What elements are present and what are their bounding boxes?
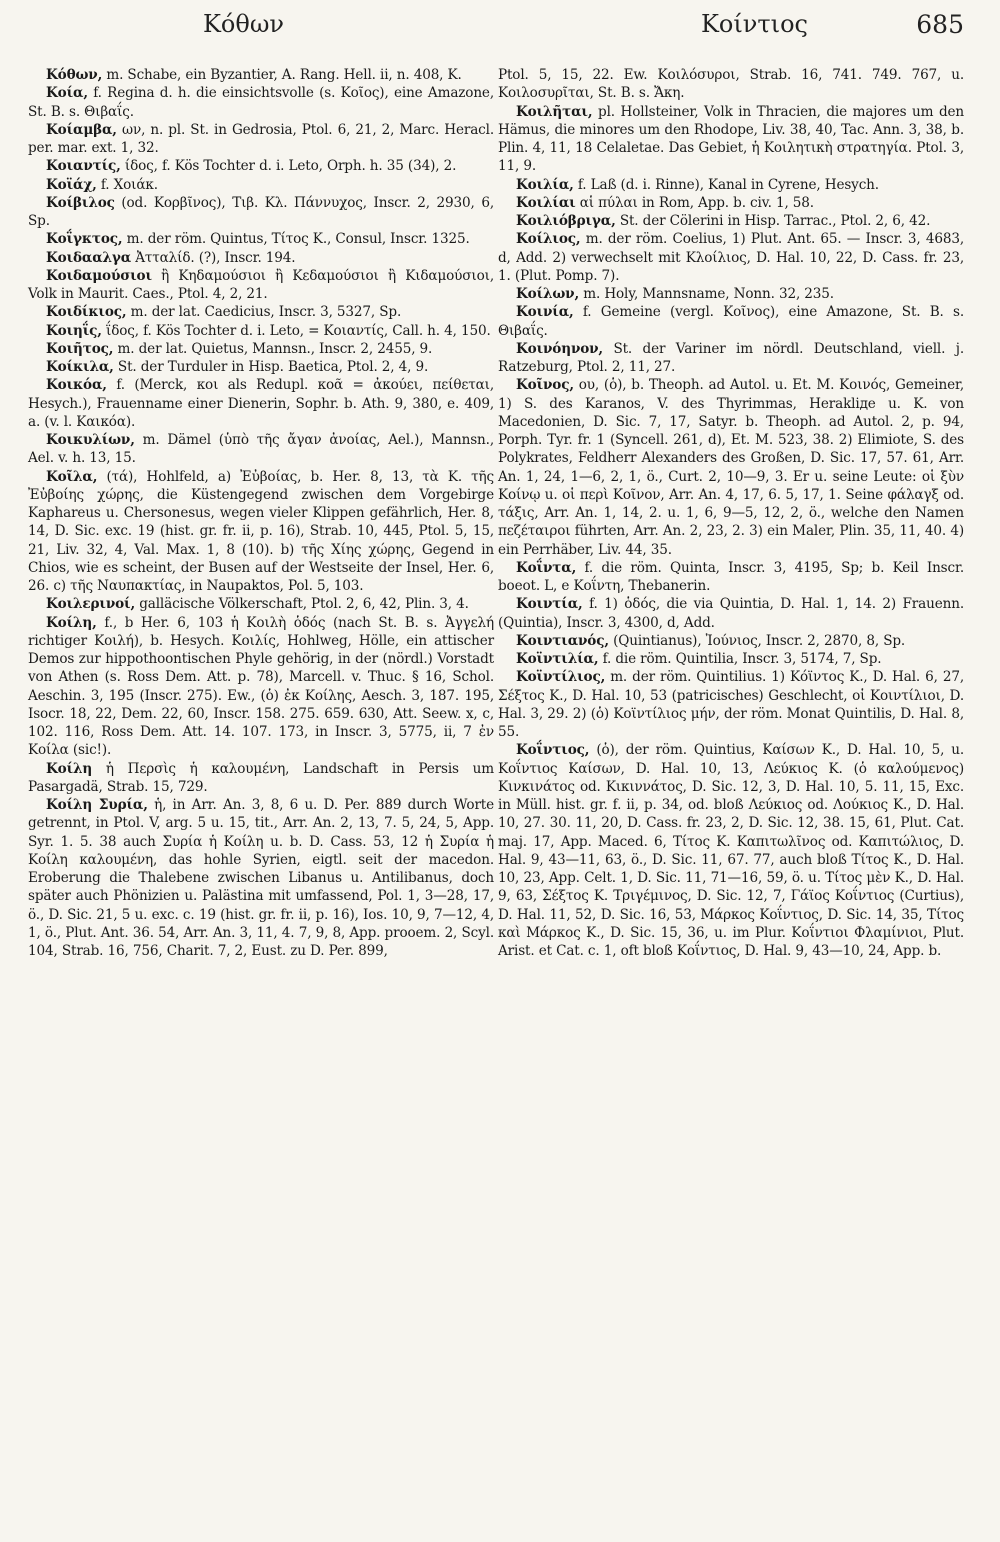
- entry-headword: Κοίλιος,: [516, 231, 581, 248]
- dictionary-entry: [498, 194, 964, 212]
- entry-text: αἱ πύλαι in Rom, App. b. civ. 1, 58.: [575, 194, 814, 211]
- dictionary-entry: [28, 230, 494, 248]
- page-header: [28, 6, 964, 56]
- dictionary-entry: [498, 376, 964, 559]
- right-running-head: Κοίντιος: [701, 10, 808, 38]
- right-column: [498, 66, 964, 960]
- entry-headword: Κόθων,: [46, 67, 103, 83]
- dictionary-entry: [28, 157, 494, 175]
- entry-text: ων, n. pl. St. in Gedrosia, Ptol. 6, 21, 2, Marc. Heracl. per. mar. ext. 1, 32.: [28, 121, 494, 156]
- entry-text: m. der lat. Quietus, Mannsn., Inscr. 2, 2455, 9.: [113, 340, 433, 357]
- dictionary-entry: [498, 176, 964, 194]
- entry-headword: Κοιλερινοί,: [46, 596, 136, 613]
- entry-headword: Κοιλία,: [516, 176, 574, 193]
- entry-headword: Κοίλων,: [516, 286, 580, 302]
- dictionary-entry: [498, 668, 964, 741]
- entry-headword: Κοΐγκτος,: [46, 231, 123, 248]
- entry-headword: Κοιδίκιος,: [46, 304, 127, 321]
- dictionary-entry: [28, 595, 494, 613]
- dictionary-entry: [28, 431, 494, 468]
- dictionary-entry: [28, 66, 494, 84]
- dictionary-entry: [498, 340, 964, 377]
- entry-headword: Κοικυλίων,: [46, 432, 135, 448]
- dictionary-entry: [28, 614, 494, 760]
- dictionary-entry: [28, 303, 494, 321]
- entry-text: Ἀτταλίδ. (?), Inscr. 194.: [131, 249, 296, 266]
- dictionary-entry: [28, 796, 494, 960]
- left-running-head: Κόθων: [203, 10, 284, 38]
- page-number: 685: [916, 10, 964, 39]
- entry-text: m. Holy, Mannsname, Nonn. 32, 235.: [579, 286, 834, 302]
- entry-headword: Κοιῆτος,: [46, 340, 114, 357]
- entry-text: f. (Merck, κοι als Redupl. κοᾶ = ἀκούει, πείθεται, Hesych.), Frauenname einer Dienerin, Sophr. b. Ath. 9, 380, e. 409, a. (v. l. Καικόα).: [28, 377, 494, 430]
- entry-headword: Κοινόηνον,: [516, 340, 604, 357]
- entry-headword: Κοίλη Συρία,: [46, 797, 148, 813]
- dictionary-entry: [28, 358, 494, 376]
- entry-text: f. Regina d. h. die einsichtsvolle (s. Κοῖος), eine Amazone, St. B. s. Θιβαΐς.: [28, 85, 494, 120]
- dictionary-entry: [498, 741, 964, 960]
- entry-text: (ὁ), der röm. Quintius, Καίσων Κ., D. Hal. 10, 5, u. Κοΐντιος Καίσων, D. Hal. 10, 13, Λεύκιος Κ. (ὁ καλούμενος) Κινκινάτος od. Κικιννάτος, D. Sic. 12, 3, D. Hal. 10, 5. 11, 15, Exc. in Müll. hist. gr. f. ii, p. 34, od. bloß Λεύκιος od. Λούκιος Κ., D. Hal. 10, 27. 30. 11, 20, D. Cass. fr. 23, 2, D. Sic. 12, 38. 15, 61, Plut. Cat. maj. 17, App. Maced. 6, Τίτος Κ. Καπιτωλῖνος od. Καπιτώλιος, D. Hal. 9, 43—11, 63, ö., D. Sic. 11, 67. 77, auch bloß Τίτος Κ., D. Hal. 10, 23, App. Celt. 1, D. Sic. 11, 71—16, 59, ö. u. Τίτος μὲν Κ., D. Hal. 9, 63, Σέξτος Κ. Τριγέμινος, D. Sic. 12, 7, Γάϊος Κοΐντιος (Curtius), D. Hal. 11, 52, D. Sic. 16, 53, Μάρκος Κοΐντιος, D. Sic. 14, 35, Τίτος καὶ Μάρκος Κ., D. Sic. 15, 36, u. im Plur. Κοΐντιοι Φλαμίνιοι, Plut. Arist. et Cat. c. 1, oft bloß Κοΐντιος, D. Hal. 9, 43—10, 24, App. b.: [498, 742, 964, 959]
- entry-headword: Κοιδααλγα: [46, 249, 132, 266]
- dictionary-entry: [28, 176, 494, 194]
- entry-text: (od. Κορβῖνος), Τιβ. Κλ. Πάννυχος, Inscr. 2, 2930, 6, Sp.: [28, 194, 494, 229]
- dictionary-entry: [28, 340, 494, 358]
- entry-text: f., b Her. 6, 103 ἡ Κοιλὴ ὁδός (nach St. B. s. Ἀγγελή richtiger Κοιλή), b. Hesych. Κοιλίς, Hohlweg, Hölle, ein attischer Demos zur hippothoontischen Phyle gehörig, in der (nördl.) Vorstadt von Athen (s. Ross Dem. Att. p. 78), Marcell. v. Thuc. § 16, Schol. Aeschin. 3, 195 (Inscr. 275). Ew., (ὁ) ἐκ Κοίλης, Aesch. 3, 187. 195, Isocr. 18, 22, Dem. 22, 60, Inscr. 158. 275. 659. 630, Att. Seew. x, c, 102. 116, Ross Dem. Att. 14. 107. 173, in Inscr. 3, 5775, ii, 7 ἐν Κοίλα (sic!).: [28, 614, 494, 759]
- entry-headword: Κοιδαμούσιοι: [46, 267, 152, 284]
- entry-headword: Κοϊάχ,: [46, 176, 97, 193]
- dictionary-entry: [28, 376, 494, 431]
- entry-headword: Κοίκιλα,: [46, 359, 114, 375]
- entry-text: ΐδος, f. Kös Tochter d. i. Leto, = Κοιαντίς, Call. h. 4, 150.: [101, 322, 491, 339]
- entry-headword: Κοιλίαι: [516, 194, 576, 211]
- text-columns: [28, 66, 964, 960]
- entry-headword: Κοΐντιος,: [516, 742, 590, 759]
- dictionary-entry: [498, 212, 964, 230]
- entry-text: f. die röm. Quinta, Inscr. 3, 4195, Sp; b. Keil Inscr. boeot. L, e Κοΐντη, Thebanerin.: [498, 559, 964, 594]
- entry-headword: Κοϊντίλιος,: [516, 669, 606, 686]
- dictionary-entry: [498, 285, 964, 303]
- dictionary-entry: [498, 632, 964, 650]
- dictionary-entry: [498, 103, 964, 176]
- entry-text: f. Laß (d. i. Rinne), Kanal in Cyrene, Hesych.: [573, 176, 879, 193]
- entry-headword: Κοία,: [46, 85, 88, 102]
- left-column: [28, 66, 494, 960]
- entry-headword: Κοῖνος,: [516, 377, 574, 394]
- entry-text: St. der Cölerini in Hisp. Tarrac., Ptol. 2, 6, 42.: [615, 213, 931, 229]
- entry-headword: Κοιλῆται,: [516, 103, 593, 120]
- entry-text: f. 1) ὁδός, die via Quintia, D. Hal. 1, 14. 2) Frauenn. (Quintia), Inscr. 3, 4300, d, Add.: [498, 596, 964, 631]
- entry-text: ἡ Περσὶς ἡ καλουμένη, Landschaft in Persis um Pasargadä, Strab. 15, 729.: [28, 760, 494, 795]
- entry-headword: Κοίλη: [46, 760, 93, 777]
- entry-headword: Κοΐντα,: [516, 559, 577, 576]
- dictionary-entry: [28, 267, 494, 304]
- dictionary-entry: [28, 760, 494, 797]
- entry-text: St. der Variner im nördl. Deutschland, viell. j. Ratzeburg, Ptol. 2, 11, 27.: [498, 340, 964, 375]
- dictionary-entry: [498, 559, 964, 596]
- entry-text: m. Dämel (ὑπὸ τῆς ἄγαν ἀνοίας, Ael.), Mannsn., Ael. v. h. 13, 15.: [28, 432, 494, 467]
- entry-text: ἡ, in Arr. An. 3, 8, 6 u. D. Per. 889 durch Worte getrennt, in Ptol. V, arg. 5 u. 15, tit., Arr. An. 2, 13, 7. 5, 24, 5, App. Syr. 1. 5. 38 auch Συρία ἡ Κοίλη u. b. D. Cass. 53, 12 ἡ Συρία ἡ Κοίλη καλουμένη, das hohle Syrien, eigtl. seit der macedon. Eroberung die Thalebene zwischen Libanus u. Antilibanus, doch später auch Phönizien u. Palästina mit umfassend, Pol. 1, 3—28, 17, ö., D. Sic. 21, 5 u. exc. c. 19 (hist. gr. fr. ii, p. 16), Ios. 10, 9, 7—12, 4, 1, ö., Plut. Ant. 36. 54, Arr. An. 3, 11, 4. 7, 9, 8, App. prooem. 2, Scyl. 104, Strab. 16, 756, Charit. 7, 2, Eust. zu D. Per. 899,: [28, 797, 494, 959]
- entry-text: St. der Turduler in Hisp. Baetica, Ptol. 2, 4, 9.: [113, 359, 429, 375]
- entry-text: f. Gemeine (vergl. Κοῖνος), eine Amazone, St. B. s. Θιβαΐς.: [498, 304, 964, 339]
- dictionary-entry: [498, 650, 964, 668]
- entry-text: ίδος, f. Kös Tochter d. i. Leto, Orph. h. 35 (34), 2.: [120, 158, 457, 175]
- entry-headword: Κοιντιανός,: [516, 632, 609, 649]
- entry-headword: Κοινία,: [516, 304, 574, 321]
- entry-headword: Κοιλιόβριγα,: [516, 213, 616, 229]
- entry-text: m. der röm. Coelius, 1) Plut. Ant. 65. — Inscr. 3, 4683, d, Add. 2) verwechselt mit Κλοίλιος, D. Hal. 10, 22, D. Cass. fr. 23, 1. (Plut. Pomp. 7).: [498, 231, 964, 284]
- entry-text: (Quintianus), Ἰούνιος, Inscr. 2, 2870, 8, Sp.: [608, 632, 906, 649]
- entry-text: Ptol. 5, 15, 22. Ew. Κοιλόσυροι, Strab. 16, 741. 749. 767, u. Κοιλοσυρῖται, St. B. s. Ἄκη.: [498, 67, 964, 102]
- dictionary-entry: [498, 230, 964, 285]
- entry-headword: Κοίβιλος: [46, 194, 115, 211]
- dictionary-entry: [28, 194, 494, 231]
- entry-headword: Κοίλη,: [46, 614, 97, 631]
- entry-headword: Κοικόα,: [46, 377, 107, 394]
- entry-text: ἢ Κηδαμούσιοι ἢ Κεδαμούσιοι ἢ Κιδαμούσιοι, Volk in Maurit. Caes., Ptol. 4, 2, 21.: [28, 267, 494, 302]
- entry-text: m. der lat. Caedicius, Inscr. 3, 5327, Sp.: [126, 304, 402, 321]
- entry-headword: Κοϊντιλία,: [516, 651, 599, 667]
- dictionary-entry: [28, 249, 494, 267]
- dictionary-entry: [28, 468, 494, 596]
- entry-text: m. der röm. Quintus, Τίτος Κ., Consul, Inscr. 1325.: [122, 231, 470, 248]
- entry-text: m. Schabe, ein Byzantier, A. Rang. Hell. ii, n. 408, K.: [102, 67, 462, 83]
- entry-text: m. der röm. Quintilius. 1) Κόϊντος Κ., D. Hal. 6, 27, Σέξτος Κ., D. Hal. 10, 53 (patricisches) Geschlecht, οἱ Κοιντίλιοι, D. Hal. 3, 29. 2) (ὁ) Κοϊντίλιος μήν, der röm. Monat Quintilis, D. Hal. 8, 55.: [498, 669, 964, 740]
- dictionary-entry: [498, 303, 964, 340]
- entry-text: f. die röm. Quintilia, Inscr. 3, 5174, 7, Sp.: [598, 651, 882, 667]
- entry-headword: Κοίαμβα,: [46, 121, 117, 138]
- entry-text: (τά), Hohlfeld, a) Ἐὐβοίας, b. Her. 8, 13, τὰ Κ. τῆς Ἐὐβοίης χώρης, die Küstengegend zwischen dem Vorgebirge Kaphareus u. Chersonesus, wegen vieler Klippen gefährlich, Her. 8, 14, D. Sic. exc. 19 (hist. gr. fr. ii, p. 16), Strab. 10, 445, Ptol. 5, 15, 21, Liv. 32, 4, Val. Max. 1, 8 (10). b) τῆς Χίης χώρης, Gegend in Chios, wie es scheint, der Busen auf der Westseite der Insel, Her. 6, 26. c) τῆς Ναυπακτίας, in Naupaktos, Pol. 5, 103.: [28, 468, 494, 594]
- dictionary-entry: [28, 322, 494, 340]
- entry-headword: Κοιντία,: [516, 596, 583, 613]
- dictionary-entry: [498, 66, 964, 103]
- entry-text: f. Χοιάκ.: [96, 176, 158, 193]
- entry-text: ου, (ὁ), b. Theoph. ad Autol. u. Et. M. Κοινός, Gemeiner, 1) S. des Karanos, V. des Thyrimmas, Herakliде u. K. von Macedonien, D. Sic. 7, 17, Satyr. b. Theoph. ad Autol. 2, p. 94, Porph. Tyr. fr. 1 (Syncell. 261, d), Et. M. 523, 38. 2) Elimiote, S. des Polykrates, Feldherr Alexanders des Großen, D. Sic. 17, 57. 61, Arr. An. 1, 24, 1—6, 2, 1, ö., Curt. 2, 10—9, 3. Er u. seine Leute: οἱ ξὺν Κοίνῳ u. οἱ περὶ Κοῖνον, Arr. An. 4, 17, 6. 5, 17, 1. Seine φάλαγξ od. τάξις, Arr. An. 1, 14, 2. u. 1, 6, 9—5, 12, 2, ö., welche den Namen πεζέταιροι führten, Arr. An. 2, 23, 2. 3) ein Maler, Plin. 35, 11, 40. 4) ein Perrhäber, Liv. 44, 35.: [498, 377, 964, 558]
- entry-text: pl. Hollsteiner, Volk in Thracien, die majores um den Hämus, die minores um den Rhodope, Liv. 38, 40, Tac. Ann. 3, 38, b. Plin. 4, 11, 18 Celaletae. Das Gebiet, ἡ Κοιλητικὴ στρατηγία. Ptol. 3, 11, 9.: [498, 103, 964, 175]
- dictionary-entry: [28, 84, 494, 121]
- entry-headword: Κοῖλα,: [46, 468, 98, 485]
- dictionary-entry: [28, 121, 494, 158]
- dictionary-entry: [498, 595, 964, 632]
- entry-headword: Κοιαντίς,: [46, 158, 121, 175]
- entry-headword: Κοιηΐς,: [46, 322, 102, 339]
- entry-text: galläcische Völkerschaft, Ptol. 2, 6, 42, Plin. 3, 4.: [135, 596, 469, 613]
